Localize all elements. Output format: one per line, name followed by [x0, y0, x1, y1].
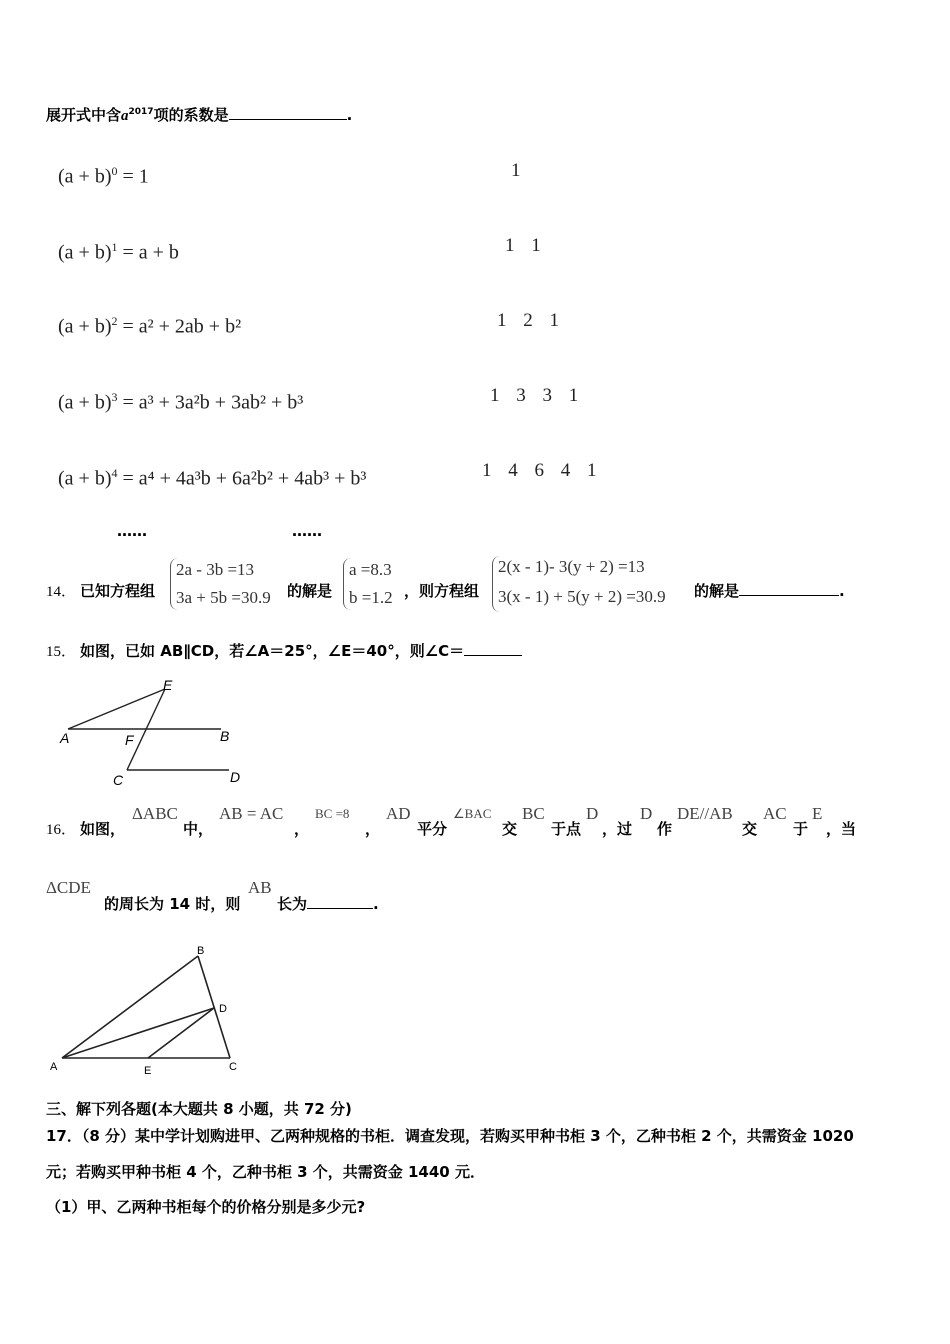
- expansion-exp: 3: [111, 390, 118, 404]
- q14-solution-b: b =1.2: [349, 588, 393, 607]
- label-F: F: [125, 732, 134, 748]
- q17-line-2: 元；若购买甲种书柜 4 个，乙种书柜 3 个，共需资金 1440 元．: [46, 1163, 485, 1181]
- q16-text-pingfen: 平分: [417, 820, 448, 838]
- q15-figure: [55, 672, 255, 792]
- expansion-lhs: (a + b): [58, 467, 112, 490]
- q16-text-ru: 如图，: [80, 820, 126, 838]
- q14-system-1-eq1: 2a - 3b =13: [176, 560, 255, 579]
- q15-stem: 如图，已如 AB∥CD，若∠A＝25°，∠E＝40°，则∠C＝: [80, 642, 465, 660]
- q14-answer-blank[interactable]: [739, 581, 839, 596]
- expansion-row-1: [58, 240, 179, 265]
- expansion-row-4: [58, 466, 366, 491]
- triangle-row-4: 1 4 6 4 1: [482, 460, 603, 481]
- q16-end: .: [373, 895, 379, 913]
- q16-number: 16．: [46, 822, 77, 838]
- triangle-row-2: 1 2 1: [497, 310, 565, 331]
- q17-sub-1: （1）甲、乙两种书柜每个的价格分别是多少元?: [46, 1198, 366, 1216]
- q14-number: 14．: [46, 584, 77, 600]
- label-A: A: [60, 730, 70, 746]
- q14-text-2: 的解是: [287, 582, 333, 600]
- q16-figure: [40, 938, 270, 1076]
- intro-var: a: [121, 108, 129, 124]
- label-D: D: [219, 1003, 227, 1015]
- q16-d2: D: [640, 804, 653, 823]
- label-B: B: [197, 945, 205, 957]
- label-B: B: [220, 728, 230, 744]
- q16-answer-blank[interactable]: [307, 894, 373, 909]
- expansion-lhs: (a + b): [58, 391, 112, 414]
- label-C: C: [113, 772, 124, 788]
- answer-blank[interactable]: [229, 105, 347, 120]
- q16-text-zhou: 的周长为 14 时，则: [104, 895, 241, 913]
- q14-text-1: 已知方程组: [80, 582, 156, 600]
- q14-text-4: [694, 580, 845, 601]
- q15-text: [80, 640, 522, 661]
- ellipsis-left: ……: [117, 522, 147, 540]
- q16-ab: AB: [248, 878, 272, 897]
- expansion-lhs: (a + b): [58, 315, 112, 338]
- expansion-rhs: = a⁴ + 4a³b + 6a²b² + 4ab³ + b³: [117, 467, 367, 490]
- q15-answer-blank[interactable]: [464, 641, 522, 656]
- expansion-lhs: (a + b): [58, 241, 112, 264]
- q16-text-jiao: 交: [502, 820, 518, 838]
- expansion-rhs: = a + b: [117, 241, 179, 264]
- q16-ac: AC: [763, 804, 787, 823]
- q14-system-1-eq2: 3a + 5b =30.9: [176, 588, 271, 607]
- label-D: D: [230, 769, 241, 785]
- q16-text-jiao2: 交: [742, 820, 758, 838]
- q16-text-zhong: 中，: [183, 820, 214, 838]
- q14-text-3: ，则方程组: [404, 582, 480, 600]
- q16-t-chang: 长为: [277, 895, 308, 913]
- q16-text-zuo: 作: [657, 820, 673, 838]
- expansion-row-3: [58, 390, 303, 415]
- q17-line-1: 17．（8 分）某中学计划购进甲、乙两种规格的书柜．调查发现，若购买甲种书柜 3 个，乙种书柜 2 个，共需资金 1020: [46, 1127, 854, 1145]
- q15-number: 15．: [46, 644, 77, 660]
- label-C: C: [229, 1061, 237, 1073]
- q16-angle-bac: ∠BAC: [453, 806, 492, 821]
- q16-text-yudian: 于点: [551, 820, 582, 838]
- expansion-lhs: (a + b): [58, 165, 112, 188]
- q16-text-dang: ，当: [826, 820, 857, 838]
- line-AD: [62, 1008, 214, 1058]
- expansion-row-2: [58, 314, 241, 339]
- q16-text-chang: [277, 893, 379, 914]
- triangle-row-0: 1: [511, 160, 527, 181]
- label-E: E: [163, 677, 173, 693]
- expansion-rhs: = 1: [117, 165, 149, 188]
- intro-suffix: 项的系数是: [153, 106, 229, 124]
- q16-ad: AD: [386, 804, 411, 823]
- q14-system-2-eq1: 2(x - 1)- 3(y + 2) =13: [498, 557, 645, 576]
- line-AE: [68, 689, 165, 729]
- q16-d: D: [586, 804, 599, 823]
- q16-e: E: [812, 804, 823, 823]
- q16-comma-1: ，: [294, 820, 310, 838]
- expansion-row-0: [58, 164, 149, 189]
- expansion-exp: 2: [111, 314, 118, 328]
- q16-text-yu: 于: [793, 820, 809, 838]
- q16-comma-2: ，: [365, 820, 381, 838]
- label-A: A: [50, 1061, 58, 1073]
- ellipsis-right: ……: [292, 522, 322, 540]
- q16-triangle-abc: ΔABC: [132, 804, 178, 823]
- q14-system-2-eq2: 3(x - 1) + 5(y + 2) =30.9: [498, 587, 666, 606]
- intro-end: .: [346, 106, 353, 124]
- intro-prefix: 展开式中含: [46, 106, 122, 124]
- expansion-exp: 4: [111, 466, 118, 480]
- q14-end: .: [839, 582, 845, 600]
- q16-triangle-cde: ΔCDE: [46, 878, 91, 897]
- section-3-heading: 三、解下列各题(本大题共 8 小题，共 72 分): [46, 1100, 352, 1118]
- triangle-row-3: 1 3 3 1: [490, 385, 585, 406]
- q16-text-guo: ，过: [602, 820, 633, 838]
- q16-bc: BC: [522, 804, 545, 823]
- label-E: E: [144, 1065, 152, 1076]
- expansion-rhs: = a³ + 3a²b + 3ab² + b³: [117, 391, 304, 414]
- expansion-rhs: = a² + 2ab + b²: [117, 315, 242, 338]
- expansion-exp: 0: [111, 164, 118, 178]
- intro-line: [46, 104, 352, 125]
- intro-exp: 2017: [128, 107, 154, 117]
- triangle-row-1: 1 1: [505, 235, 547, 256]
- q14-solution-a: a =8.3: [349, 560, 392, 579]
- q14-t4: 的解是: [694, 582, 740, 600]
- q16-ab-eq-ac: AB = AC: [219, 804, 284, 823]
- line-DE: [148, 1008, 214, 1058]
- q16-de-parallel-ab: DE//AB: [677, 804, 733, 823]
- line-AB: [62, 956, 198, 1058]
- expansion-exp: 1: [111, 240, 118, 254]
- q16-bc-8: BC =8: [315, 806, 350, 821]
